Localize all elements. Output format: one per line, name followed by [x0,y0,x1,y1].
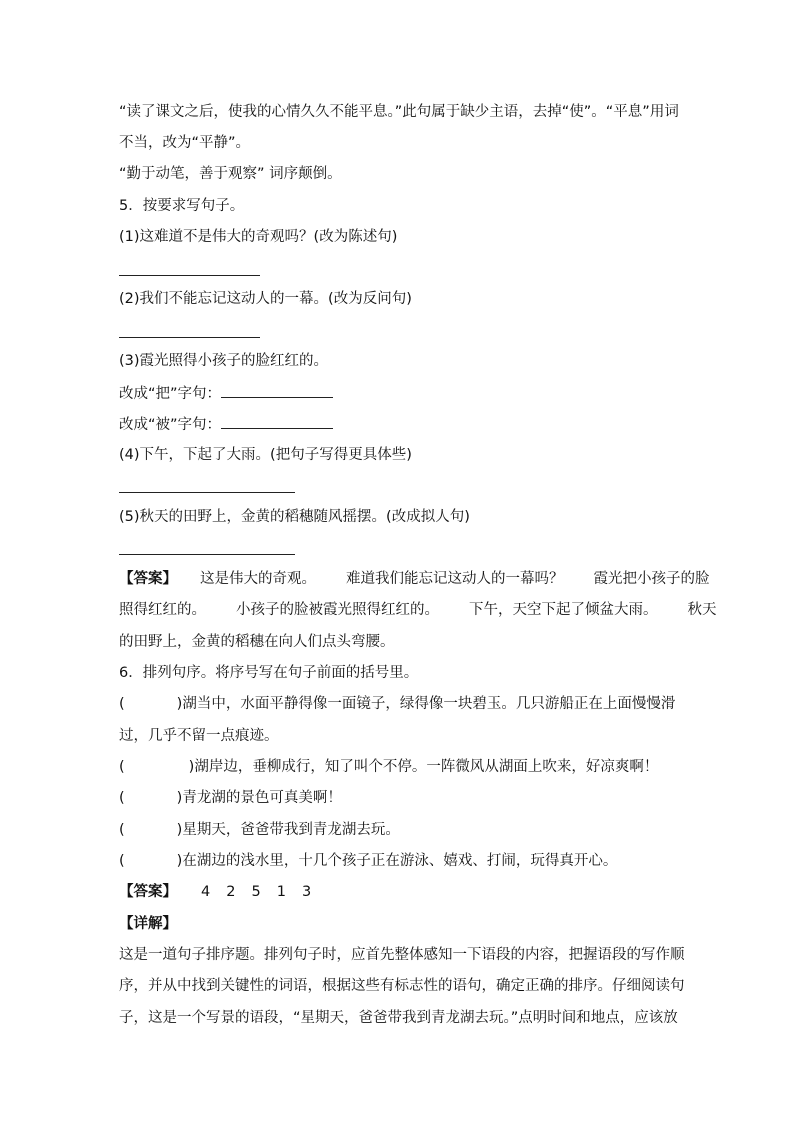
ba-sentence-label: 改成“把”字句： [119,386,222,402]
detail-line-2: 序，并从中找到关键性的词语，根据这些有标志性的语句，确定正确的排序。仔细阅读句 [119,978,685,994]
order-bracket-2[interactable]: ( [119,759,125,775]
order-item-4: ( )星期天，爸爸带我到青龙湖去玩。 [119,822,400,838]
answer-6-4: 1 [276,884,286,900]
answer-5-3-cont: 照得红红的。 [119,602,206,618]
answer-blank-4[interactable] [119,492,295,493]
answer-6-1: 4 [201,884,211,900]
question-5-item-2: (2)我们不能忘记这动人的一幕。(改为反问句) [119,291,412,307]
question-5-title: 5．按要求写句子。 [119,198,245,214]
order-bracket-1[interactable]: ( [119,696,125,712]
order-item-3: ( )青龙湖的景色可真美啊！ [119,790,342,806]
order-bracket-4[interactable]: ( [119,822,125,838]
question-6-title: 6．排列句序。将序号写在句子前面的括号里。 [119,665,419,681]
question-5-item-1: (1)这难道不是伟大的奇观吗？(改为陈述句) [119,229,398,245]
order-item-2: ( )湖岸边，垂柳成行，知了叫个不停。一阵微风从湖面上吹来，好凉爽啊！ [119,759,659,775]
answer-blank-1[interactable] [119,275,260,276]
answer-6-2: 2 [226,884,236,900]
answer-blank-5[interactable] [119,554,295,555]
explanation-line-3: “勤于动笔，善于观察” 词序颠倒。 [119,166,342,182]
question-5-item-3b [119,414,333,434]
order-item-1: ( )湖当中，水面平静得像一面镜子，绿得像一块碧玉。几只游船正在上面慢慢滑 [119,696,676,712]
ba-sentence-blank[interactable] [221,383,333,398]
answer-6-5: 3 [301,884,312,900]
question-5-item-5: (5)秋天的田野上，金黄的稻穗随风摇摆。(改成拟人句) [119,509,470,525]
answer-5-5: 下午，天空下起了倾盆大雨。 [469,602,658,618]
answer-5-2: 难道我们能忘记这动人的一幕吗？ [346,571,564,587]
bei-sentence-blank[interactable] [221,414,333,429]
explanation-line-2: 不当，改为“平静”。 [119,135,251,151]
detail-line-3: 子，这是一个写景的语段，“星期天，爸爸带我到青龙湖去玩。”点明时间和地点，应该放 [119,1010,678,1026]
question-5-item-3a [119,383,333,403]
answer-5-line-3: 的田野上，金黄的稻穗在向人们点头弯腰。 [119,634,395,650]
answer-5-1: 这是伟大的奇观。 [200,571,316,587]
order-bracket-3[interactable]: ( [119,790,125,806]
detail-tag: 【详解】 [119,916,177,932]
answer-5-3: 霞光把小孩子的脸 [593,571,710,587]
answer-6-line [119,882,311,902]
answer-5-4: 小孩子的脸被霞光照得红红的。 [236,602,439,618]
order-bracket-5[interactable]: ( [119,853,125,869]
detail-line-1: 这是一道句子排序题。排列句子时，应首先整体感知一下语段的内容，把握语段的写作顺 [119,947,685,963]
answer-blank-2[interactable] [119,337,260,338]
question-5-item-3: (3)霞光照得小孩子的脸红红的。 [119,353,329,369]
question-5-item-4: (4)下午，下起了大雨。(把句子写得更具体些) [119,447,412,463]
answer-5-line-1 [119,569,710,589]
order-item-5: ( )在湖边的浅水里，十几个孩子正在游泳、嬉戏、打闹，玩得真开心。 [119,853,618,869]
answer-5-line-2 [119,600,717,620]
answer-5-6: 秋天 [687,602,717,618]
answer-6-3: 5 [251,884,261,900]
explanation-line-1: “读了课文之后，使我的心情久久不能平息。”此句属于缺少主语，去掉“使”。“平息”用词 [119,104,679,120]
order-item-1-cont: 过，几乎不留一点痕迹。 [119,728,279,744]
answer-tag: 【答案】 [119,884,177,900]
answer-tag: 【答案】 [119,571,177,587]
bei-sentence-label: 改成“被”字句： [119,417,222,433]
